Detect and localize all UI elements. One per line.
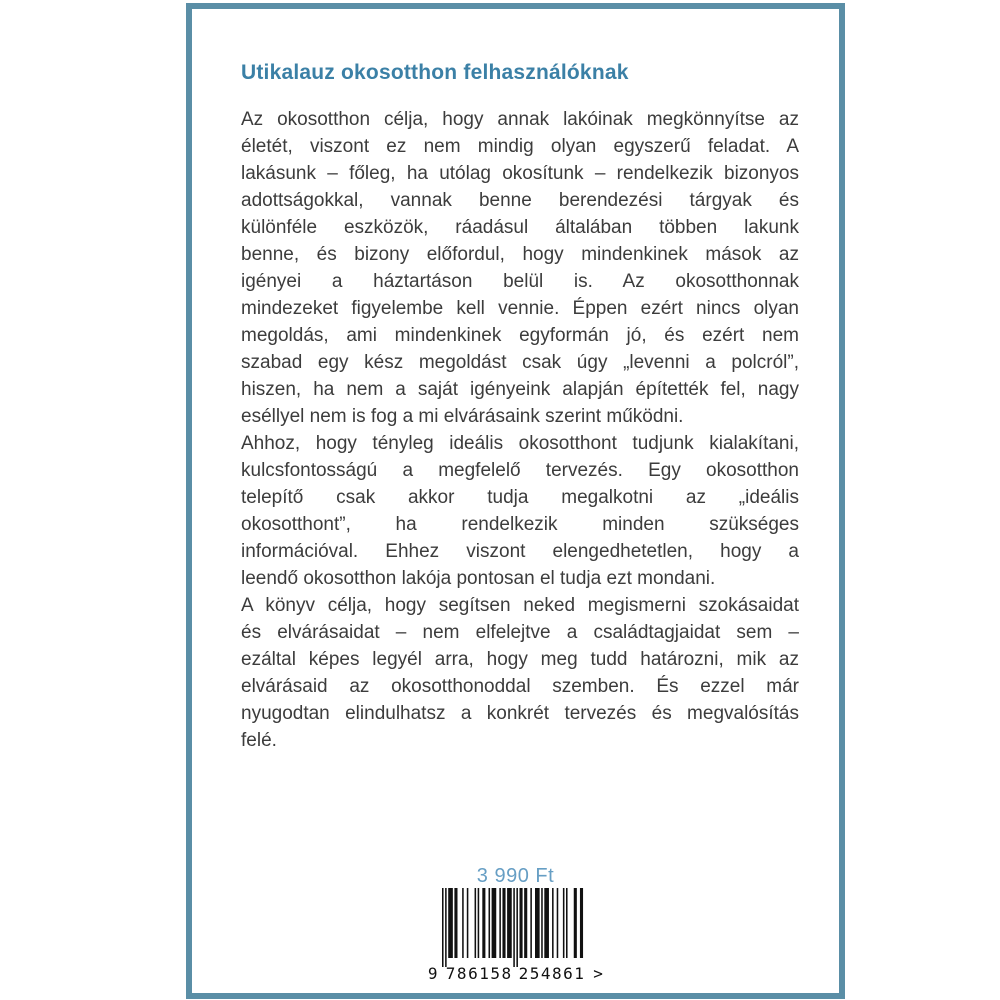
barcode-group1-digits: 786158 xyxy=(445,964,513,983)
barcode-group2-digits: 254861 xyxy=(518,964,585,983)
text-line: kulcsfontosságú a megfelelő tervezés. Egy okosotthon xyxy=(241,460,799,481)
text-line: leendő okosotthon lakója pontosan el tudja ezt mondani. xyxy=(241,568,716,589)
cover-page-frame xyxy=(186,3,845,999)
barcode-bars-and-digits xyxy=(426,888,606,984)
barcode-lead-digit: 9 xyxy=(427,964,439,983)
text-line: ezáltal képes legyél arra, hogy meg tudd határozni, mik az xyxy=(241,649,799,670)
paragraph xyxy=(241,592,799,754)
text-line: hiszen, ha nem a saját igényeink alapján építették fel, nagy xyxy=(241,379,799,400)
price-label: 3 990 Ft xyxy=(476,865,555,887)
barcode xyxy=(426,888,606,989)
text-line: igényei a háztartáson belül is. Az okosotthonnak xyxy=(241,271,799,292)
paragraph xyxy=(241,430,799,592)
text-line: szabad egy kész megoldást csak úgy „levenni a polcról”, xyxy=(241,352,799,373)
text-line: benne, és bizony előfordul, hogy mindenkinek mások az xyxy=(241,244,799,265)
text-line: A könyv célja, hogy segítsen neked megismerni szokásaidat xyxy=(241,595,799,616)
text-line: és elvárásaidat – nem elfelejtve a családtagjaidat sem – xyxy=(241,622,799,643)
text-line: mindezeket figyelembe kell vennie. Éppen ezért nincs olyan xyxy=(241,298,799,319)
text-line: különféle eszközök, ráadásul általában többen lakunk xyxy=(241,217,799,238)
text-line: elvárásaid az okosotthonoddal szemben. És ezzel már xyxy=(241,676,799,697)
text-line: Ahhoz, hogy tényleg ideális okosotthont tudjunk kialakítani, xyxy=(241,433,799,454)
text-line: okosotthont”, ha rendelkezik minden szükséges xyxy=(241,514,799,535)
paragraph xyxy=(241,106,799,430)
text-line: információval. Ehhez viszont elengedhetetlen, hogy a xyxy=(241,541,799,562)
text-line: eséllyel nem is fog a mi elvárásaink szerint működni. xyxy=(241,406,684,427)
text-line: Az okosotthon célja, hogy annak lakóinak megkönnyítse az xyxy=(241,109,799,130)
barcode-tail-char: > xyxy=(592,964,604,983)
cover-title: Utikalauz okosotthon felhasználóknak xyxy=(241,61,629,84)
text-line: lakásunk – főleg, ha utólag okosítunk – rendelkezik bizonyos xyxy=(241,163,799,184)
text-line: nyugodtan elindulhatsz a konkrét tervezés és megvalósítás xyxy=(241,703,799,724)
cover-body-text xyxy=(241,106,799,754)
text-line: telepítő csak akkor tudja megalkotni az „ideális xyxy=(241,487,799,508)
text-line: megoldás, ami mindenkinek egyformán jó, és ezért nem xyxy=(241,325,799,346)
text-line: felé. xyxy=(241,730,277,751)
text-line: adottságokkal, vannak benne berendezési tárgyak és xyxy=(241,190,799,211)
text-line: életét, viszont ez nem mindig olyan egyszerű feladat. A xyxy=(241,136,799,157)
